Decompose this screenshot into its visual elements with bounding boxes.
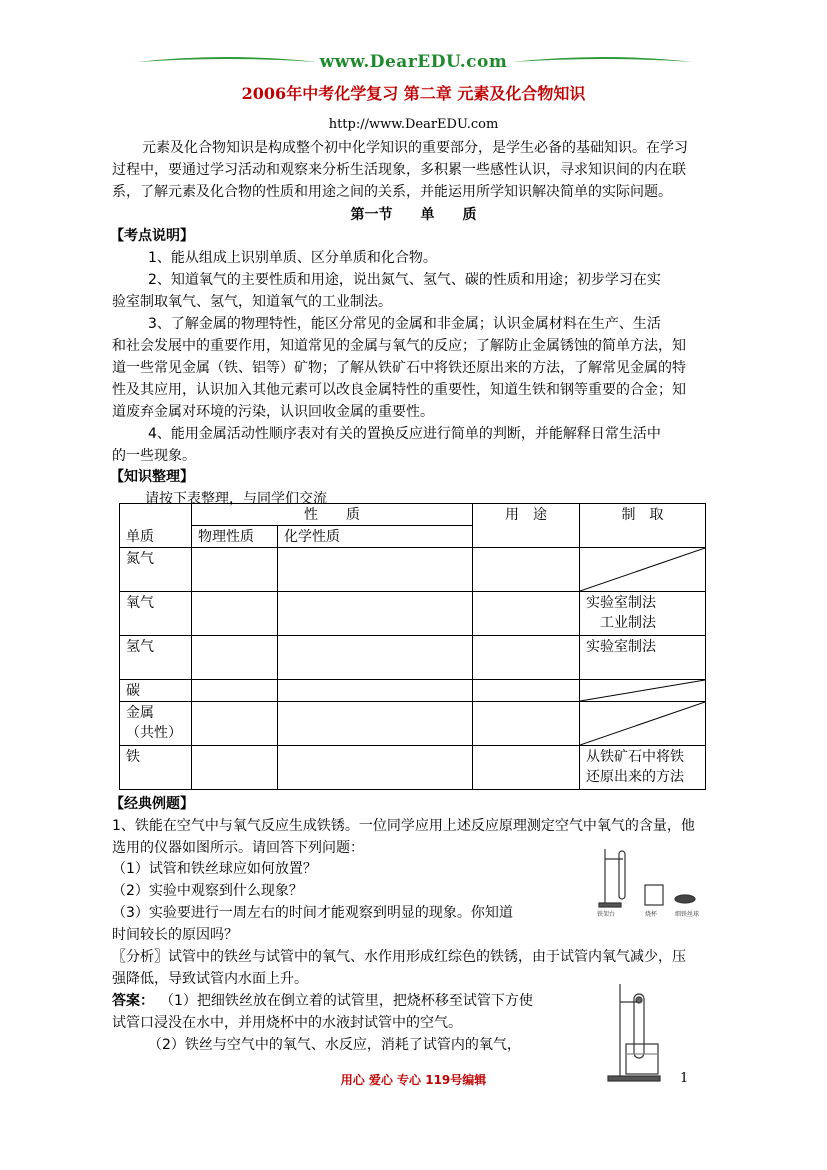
section-title: 第一节 单 质	[350, 207, 477, 223]
point-2: 2、知道氧气的主要性质和用途，说出氮气、氢气、碳的性质和用途；初步学习在实	[148, 272, 661, 288]
cell-empty	[278, 746, 473, 790]
row-name	[120, 702, 192, 746]
site-url: http://www.DearEDU.com	[328, 117, 499, 132]
intro-line-3: 系，了解元素及化合物的性质和用途之间的关系，并能运用所学知识解决简单的实际问题。	[112, 184, 672, 200]
row-name-line-2: （共性）	[126, 725, 182, 741]
diagonal-line	[580, 702, 705, 745]
row-name: 氧气	[120, 592, 192, 636]
row-name-line-1: 金属	[126, 705, 154, 721]
point-3: 3、了解金属的物理特性，能区分常见的金属和非金属；认识金属材料在生产、生活	[148, 316, 661, 332]
intro-line-1: 元素及化合物知识是构成整个初中化学知识的重要部分，是学生必备的基础知识。在学习	[142, 140, 688, 156]
sub-q-3-cont: 时间较长的原因吗？	[112, 927, 238, 943]
answer-line-2: 试管口浸没在水中，并用烧杯中的水液封试管中的空气。	[112, 1015, 462, 1031]
cell-empty	[473, 636, 580, 680]
cell-zhiqu	[580, 592, 706, 636]
cell-empty	[278, 680, 473, 702]
header-wuli: 物理性质	[192, 526, 278, 548]
analysis-line-2: 强降低，导致试管内水面上升。	[112, 971, 308, 987]
cell-empty	[278, 636, 473, 680]
cell-empty	[278, 548, 473, 592]
beaker	[645, 885, 663, 905]
row-name: 铁	[120, 746, 192, 790]
page-title: 2006年中考化学复习 第二章 元素及化合物知识	[241, 84, 586, 103]
header-yongtu: 用 途	[473, 504, 580, 548]
header-huaxue: 化学性质	[278, 526, 473, 548]
cell-zhiqu	[580, 746, 706, 790]
kaodian-heading: 【考点说明】	[110, 228, 194, 244]
cell-empty	[473, 746, 580, 790]
sub-q-1: （1）试管和铁丝球应如何放置？	[112, 861, 317, 877]
header-danzhi: 单质	[120, 504, 192, 548]
answer-label: 答案：	[112, 993, 154, 1009]
cell-empty	[473, 680, 580, 702]
zhiqu-line-1: 实验室制法	[586, 595, 656, 611]
q1-line-1: 1、铁能在空气中与氧气反应生成铁锈。一位同学应用上述反应原理测定空气中氧气的含量，他	[112, 818, 695, 834]
row-name: 碳	[120, 680, 192, 702]
row-name: 氮气	[120, 548, 192, 592]
footer-text: 用心 爱心 专心 119号编辑	[340, 1073, 487, 1087]
q1-line-2: 选用的仪器如图所示。请回答下列问题：	[112, 840, 364, 856]
cell-empty	[192, 548, 278, 592]
point-3-cont-2: 道一些常见金属（铁、铝等）矿物；了解从铁矿石中将铁还原出来的方法，了解常见金属的特	[112, 360, 686, 376]
point-3-cont-3: 性及其应用，认识加入其他元素可以改良金属特性的重要性，知道生铁和钢等重要的合金；知	[112, 382, 686, 398]
examples-heading: 【经典例题】	[110, 796, 194, 812]
stand-base	[599, 903, 621, 907]
zhiqu-line-2: 工业制法	[600, 615, 656, 631]
cell-empty	[192, 680, 278, 702]
fig-label-wire: 细铁丝球	[675, 911, 700, 917]
cell-empty	[473, 592, 580, 636]
iron-wire-ball	[675, 895, 695, 903]
cell-slashed	[580, 680, 706, 702]
cell-empty	[278, 702, 473, 746]
analysis-line-1: 〖分析〗试管中的铁丝与试管中的氧气、水作用形成红综色的铁锈，由于试管内氧气减少，压	[112, 949, 686, 965]
knowledge-table	[119, 503, 706, 790]
answer-line-3: （2）铁丝与空气中的氧气、水反应，消耗了试管内的氧气，	[148, 1037, 521, 1053]
zhiqu-line-1: 从铁矿石中将铁	[586, 749, 684, 765]
cell-slashed	[580, 548, 706, 592]
cell-empty	[473, 548, 580, 592]
answer-line-1: （1）把细铁丝放在倒立着的试管里，把烧杯移至试管下方使	[160, 993, 533, 1009]
beaker	[626, 1044, 658, 1074]
cell-empty	[473, 702, 580, 746]
diagonal-line	[580, 548, 705, 591]
point-3-cont-4: 道废弃金属对环境的污染，认识回收金属的重要性。	[112, 404, 434, 420]
header-xingzhi: 性 质	[192, 504, 473, 526]
point-1: 1、能从组成上识别单质、区分单质和化合物。	[148, 250, 437, 266]
zhishi-heading: 【知识整理】	[110, 469, 194, 485]
site-logo: www.DearEDU.com	[319, 52, 508, 72]
fig-label-beaker: 烧杯	[645, 911, 658, 917]
cell-empty	[192, 746, 278, 790]
intro-line-2: 过程中，要通过学习活动和观察来分析生活现象，多积累一些感性认识，寻求知识间的内在联	[112, 162, 686, 178]
header-zhiqu: 制 取	[580, 504, 706, 548]
point-3-cont-1: 和社会发展中的重要作用，知道常见的金属与氧气的反应；了解防止金属锈蚀的简单方法，知	[112, 338, 686, 354]
apparatus-figure	[595, 845, 707, 917]
cell-empty	[192, 636, 278, 680]
cell-empty	[192, 702, 278, 746]
sub-q-2: （2）实验中观察到什么现象？	[112, 883, 303, 899]
zhiqu-line-2: 还原出来的方法	[586, 769, 684, 785]
table-intro: 请按下表整理，与同学们交流	[145, 491, 327, 507]
diagonal-line	[580, 680, 705, 701]
cell-empty	[278, 592, 473, 636]
page-number: 1	[680, 1071, 689, 1086]
point-4-cont: 的一些现象。	[112, 448, 196, 464]
fig-label-stand: 铁架台	[597, 911, 616, 917]
test-tube	[619, 851, 625, 899]
assembled-apparatus-figure	[604, 980, 666, 1084]
row-name: 氢气	[120, 636, 192, 680]
iron-wire-ball	[636, 997, 642, 1003]
cell-empty	[192, 592, 278, 636]
point-4: 4、能用金属活动性顺序表对有关的置换反应进行简单的判断，并能解释日常生活中	[148, 426, 661, 442]
cell-slashed	[580, 702, 706, 746]
cell-zhiqu: 实验室制法	[580, 636, 706, 680]
sub-q-3: （3）实验要进行一周左右的时间才能观察到明显的现象。你知道	[112, 905, 513, 921]
point-2-cont: 验室制取氧气、氢气，知道氧气的工业制法。	[112, 294, 392, 310]
